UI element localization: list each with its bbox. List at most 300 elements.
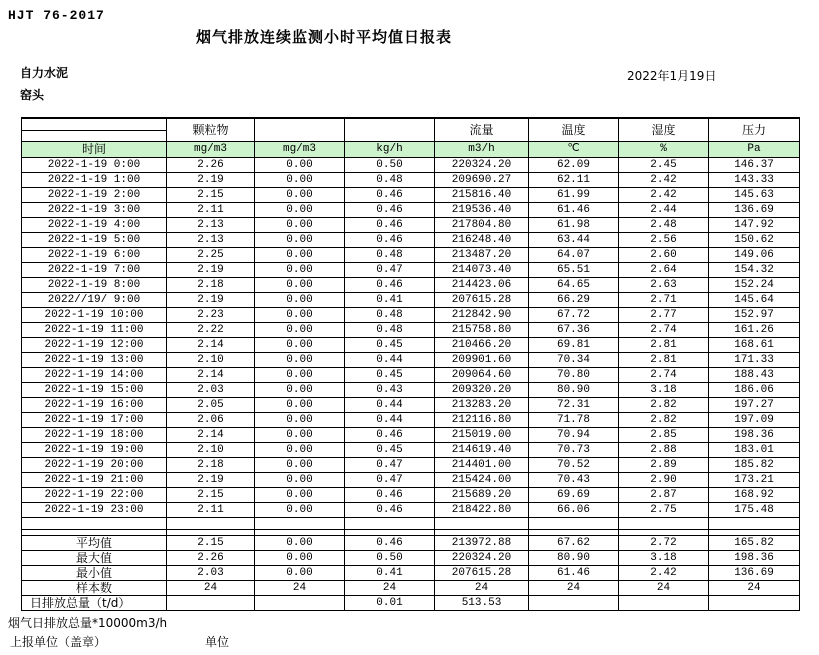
value-cell: 0.44 xyxy=(345,353,435,368)
value-cell: 2.82 xyxy=(619,398,709,413)
value-cell: 219536.40 xyxy=(435,203,529,218)
table-head xyxy=(22,118,800,158)
summary-value-cell: 513.53 xyxy=(435,596,529,611)
spacer-cell xyxy=(255,518,345,530)
value-cell: 0.47 xyxy=(345,473,435,488)
value-cell: 145.63 xyxy=(709,188,800,203)
value-cell: 0.46 xyxy=(345,503,435,518)
value-cell: 2.19 xyxy=(167,173,255,188)
value-cell: 150.62 xyxy=(709,233,800,248)
spacer-row xyxy=(22,518,800,530)
time-cell: 2022-1-19 16:00 xyxy=(22,398,167,413)
summary-label: 最大值 xyxy=(22,551,167,566)
group-header-cell: 颗粒物 xyxy=(167,118,255,142)
summary-value-cell: 136.69 xyxy=(709,566,800,581)
table-row xyxy=(22,218,800,233)
summary-row xyxy=(22,581,800,596)
value-cell: 2.03 xyxy=(167,383,255,398)
standard-code: HJT 76-2017 xyxy=(8,8,105,23)
time-cell: 2022-1-19 4:00 xyxy=(22,218,167,233)
table-row xyxy=(22,428,800,443)
value-cell: 2.19 xyxy=(167,293,255,308)
value-cell: 198.36 xyxy=(709,428,800,443)
value-cell: 0.48 xyxy=(345,323,435,338)
time-column-header: 时间 xyxy=(22,142,167,158)
value-cell: 168.92 xyxy=(709,488,800,503)
value-cell: 2.60 xyxy=(619,248,709,263)
time-header-blank xyxy=(22,118,167,130)
value-cell: 2.74 xyxy=(619,323,709,338)
flow-total-note: 烟气日排放总量*10000m3/h xyxy=(8,616,168,630)
value-cell: 2.81 xyxy=(619,353,709,368)
table-body xyxy=(22,158,800,518)
table-row xyxy=(22,293,800,308)
value-cell: 215019.00 xyxy=(435,428,529,443)
summary-value-cell: 67.62 xyxy=(529,536,619,551)
time-cell: 2022-1-19 5:00 xyxy=(22,233,167,248)
value-cell: 0.00 xyxy=(255,188,345,203)
value-cell: 0.45 xyxy=(345,368,435,383)
time-cell: 2022-1-19 10:00 xyxy=(22,308,167,323)
value-cell: 0.44 xyxy=(345,398,435,413)
value-cell: 61.46 xyxy=(529,203,619,218)
value-cell: 149.06 xyxy=(709,248,800,263)
value-cell: 2.42 xyxy=(619,173,709,188)
spacer-cell xyxy=(619,518,709,530)
value-cell: 168.61 xyxy=(709,338,800,353)
summary-value-cell: 61.46 xyxy=(529,566,619,581)
value-cell: 2.82 xyxy=(619,413,709,428)
value-cell: 217804.80 xyxy=(435,218,529,233)
monitoring-table xyxy=(21,117,800,611)
value-cell: 2.71 xyxy=(619,293,709,308)
value-cell: 70.43 xyxy=(529,473,619,488)
value-cell: 0.00 xyxy=(255,443,345,458)
summary-value-cell: 3.18 xyxy=(619,551,709,566)
time-cell: 2022-1-19 1:00 xyxy=(22,173,167,188)
value-cell: 2.56 xyxy=(619,233,709,248)
summary-value-cell: 2.15 xyxy=(167,536,255,551)
table-row xyxy=(22,203,800,218)
time-cell: 2022-1-19 7:00 xyxy=(22,263,167,278)
summary-value-cell: 24 xyxy=(345,581,435,596)
value-cell: 136.69 xyxy=(709,203,800,218)
summary-label: 平均值 xyxy=(22,536,167,551)
table-row xyxy=(22,263,800,278)
value-cell: 70.73 xyxy=(529,443,619,458)
table-row xyxy=(22,248,800,263)
value-cell: 2.25 xyxy=(167,248,255,263)
value-cell: 212842.90 xyxy=(435,308,529,323)
unit-header-cell: m3/h xyxy=(435,142,529,158)
value-cell: 218422.80 xyxy=(435,503,529,518)
unit-header-cell: mg/m3 xyxy=(255,142,345,158)
value-cell: 67.36 xyxy=(529,323,619,338)
value-cell: 0.48 xyxy=(345,308,435,323)
table-summary xyxy=(22,518,800,611)
value-cell: 213283.20 xyxy=(435,398,529,413)
summary-value-cell xyxy=(255,596,345,611)
time-cell: 2022-1-19 19:00 xyxy=(22,443,167,458)
table-row xyxy=(22,488,800,503)
value-cell: 2.44 xyxy=(619,203,709,218)
time-cell: 2022-1-19 17:00 xyxy=(22,413,167,428)
value-cell: 70.80 xyxy=(529,368,619,383)
value-cell: 62.09 xyxy=(529,158,619,173)
value-cell: 2.22 xyxy=(167,323,255,338)
value-cell: 209320.20 xyxy=(435,383,529,398)
time-cell: 2022-1-19 21:00 xyxy=(22,473,167,488)
summary-value-cell: 2.03 xyxy=(167,566,255,581)
value-cell: 64.07 xyxy=(529,248,619,263)
time-cell: 2022-1-19 14:00 xyxy=(22,368,167,383)
value-cell: 183.01 xyxy=(709,443,800,458)
unit-header-cell: ℃ xyxy=(529,142,619,158)
unit-header-cell: kg/h xyxy=(345,142,435,158)
value-cell: 2.14 xyxy=(167,428,255,443)
time-cell: 2022-1-19 8:00 xyxy=(22,278,167,293)
table-row xyxy=(22,323,800,338)
value-cell: 0.46 xyxy=(345,233,435,248)
value-cell: 214619.40 xyxy=(435,443,529,458)
value-cell: 0.46 xyxy=(345,488,435,503)
value-cell: 0.50 xyxy=(345,158,435,173)
table-row xyxy=(22,458,800,473)
value-cell: 209690.27 xyxy=(435,173,529,188)
value-cell: 62.11 xyxy=(529,173,619,188)
value-cell: 0.46 xyxy=(345,218,435,233)
summary-value-cell xyxy=(709,596,800,611)
value-cell: 70.94 xyxy=(529,428,619,443)
summary-value-cell xyxy=(167,596,255,611)
value-cell: 2.42 xyxy=(619,188,709,203)
value-cell: 2.13 xyxy=(167,233,255,248)
summary-label: 日排放总量（t/d） xyxy=(22,596,167,611)
table-row xyxy=(22,383,800,398)
value-cell: 0.00 xyxy=(255,323,345,338)
summary-value-cell: 24 xyxy=(529,581,619,596)
value-cell: 2.10 xyxy=(167,443,255,458)
value-cell: 2.90 xyxy=(619,473,709,488)
value-cell: 69.81 xyxy=(529,338,619,353)
value-cell: 0.48 xyxy=(345,173,435,188)
value-cell: 212116.80 xyxy=(435,413,529,428)
value-cell: 61.99 xyxy=(529,188,619,203)
value-cell: 2.64 xyxy=(619,263,709,278)
value-cell: 70.34 xyxy=(529,353,619,368)
value-cell: 0.43 xyxy=(345,383,435,398)
table-row xyxy=(22,308,800,323)
group-header-cell: 温度 xyxy=(529,118,619,142)
value-cell: 215689.20 xyxy=(435,488,529,503)
value-cell: 2.15 xyxy=(167,488,255,503)
summary-value-cell: 0.41 xyxy=(345,566,435,581)
spacer-cell xyxy=(529,518,619,530)
value-cell: 207615.28 xyxy=(435,293,529,308)
time-cell: 2022-1-19 22:00 xyxy=(22,488,167,503)
value-cell: 214073.40 xyxy=(435,263,529,278)
spacer-cell xyxy=(345,518,435,530)
time-cell: 2022-1-19 12:00 xyxy=(22,338,167,353)
table-row xyxy=(22,503,800,518)
value-cell: 2.26 xyxy=(167,158,255,173)
value-cell: 0.00 xyxy=(255,368,345,383)
table-row xyxy=(22,368,800,383)
time-cell: 2022-1-19 18:00 xyxy=(22,428,167,443)
group-header-cell: 流量 xyxy=(435,118,529,142)
value-cell: 71.78 xyxy=(529,413,619,428)
value-cell: 65.51 xyxy=(529,263,619,278)
value-cell: 197.27 xyxy=(709,398,800,413)
value-cell: 0.00 xyxy=(255,248,345,263)
value-cell: 0.00 xyxy=(255,278,345,293)
value-cell: 0.00 xyxy=(255,203,345,218)
value-cell: 209064.60 xyxy=(435,368,529,383)
unit-header-cell: mg/m3 xyxy=(167,142,255,158)
value-cell: 66.29 xyxy=(529,293,619,308)
value-cell: 152.24 xyxy=(709,278,800,293)
summary-value-cell: 24 xyxy=(255,581,345,596)
value-cell: 2.89 xyxy=(619,458,709,473)
summary-value-cell: 24 xyxy=(709,581,800,596)
summary-value-cell: 2.26 xyxy=(167,551,255,566)
value-cell: 2.81 xyxy=(619,338,709,353)
table-row xyxy=(22,278,800,293)
unit-header-cell: % xyxy=(619,142,709,158)
company-name: 自力水泥 xyxy=(20,66,69,80)
summary-value-cell: 24 xyxy=(619,581,709,596)
value-cell: 2.11 xyxy=(167,503,255,518)
value-cell: 2.88 xyxy=(619,443,709,458)
summary-row xyxy=(22,536,800,551)
value-cell: 0.45 xyxy=(345,443,435,458)
value-cell: 0.00 xyxy=(255,458,345,473)
value-cell: 161.26 xyxy=(709,323,800,338)
value-cell: 0.44 xyxy=(345,413,435,428)
value-cell: 2.87 xyxy=(619,488,709,503)
summary-row xyxy=(22,596,800,611)
value-cell: 2.63 xyxy=(619,278,709,293)
group-header-cell xyxy=(255,118,345,142)
time-cell: 2022-1-19 0:00 xyxy=(22,158,167,173)
value-cell: 61.98 xyxy=(529,218,619,233)
value-cell: 197.09 xyxy=(709,413,800,428)
table-row xyxy=(22,353,800,368)
value-cell: 185.82 xyxy=(709,458,800,473)
value-cell: 63.44 xyxy=(529,233,619,248)
group-header-cell xyxy=(345,118,435,142)
spacer-cell xyxy=(435,518,529,530)
time-cell: 2022-1-19 11:00 xyxy=(22,323,167,338)
value-cell: 0.47 xyxy=(345,263,435,278)
value-cell: 146.37 xyxy=(709,158,800,173)
value-cell: 0.00 xyxy=(255,173,345,188)
summary-value-cell: 2.72 xyxy=(619,536,709,551)
value-cell: 0.46 xyxy=(345,188,435,203)
summary-label: 样本数 xyxy=(22,581,167,596)
time-cell: 2022-1-19 3:00 xyxy=(22,203,167,218)
value-cell: 214401.00 xyxy=(435,458,529,473)
unit-header-row xyxy=(22,142,800,158)
table-row xyxy=(22,188,800,203)
value-cell: 2.18 xyxy=(167,278,255,293)
report-date: 2022年1月19日 xyxy=(627,69,717,83)
value-cell: 154.32 xyxy=(709,263,800,278)
summary-value-cell: 213972.88 xyxy=(435,536,529,551)
table-row xyxy=(22,338,800,353)
unit-header-cell: Pa xyxy=(709,142,800,158)
value-cell: 2.45 xyxy=(619,158,709,173)
value-cell: 188.43 xyxy=(709,368,800,383)
value-cell: 0.00 xyxy=(255,218,345,233)
table-row xyxy=(22,233,800,248)
time-cell: 2022-1-19 2:00 xyxy=(22,188,167,203)
value-cell: 0.41 xyxy=(345,293,435,308)
value-cell: 0.46 xyxy=(345,428,435,443)
spacer-cell xyxy=(709,518,800,530)
value-cell: 0.45 xyxy=(345,338,435,353)
time-cell: 2022-1-19 20:00 xyxy=(22,458,167,473)
time-cell: 2022-1-19 13:00 xyxy=(22,353,167,368)
time-cell: 2022-1-19 15:00 xyxy=(22,383,167,398)
value-cell: 0.48 xyxy=(345,248,435,263)
value-cell: 216248.40 xyxy=(435,233,529,248)
value-cell: 2.14 xyxy=(167,368,255,383)
summary-value-cell: 0.00 xyxy=(255,566,345,581)
value-cell: 2.19 xyxy=(167,263,255,278)
time-cell: 2022-1-19 6:00 xyxy=(22,248,167,263)
station-name: 窑头 xyxy=(20,88,45,102)
value-cell: 0.00 xyxy=(255,158,345,173)
value-cell: 0.46 xyxy=(345,203,435,218)
table-row xyxy=(22,398,800,413)
value-cell: 215758.80 xyxy=(435,323,529,338)
spacer-cell xyxy=(167,518,255,530)
value-cell: 0.00 xyxy=(255,263,345,278)
value-cell: 66.06 xyxy=(529,503,619,518)
group-header-cell: 湿度 xyxy=(619,118,709,142)
summary-row xyxy=(22,551,800,566)
summary-value-cell: 0.50 xyxy=(345,551,435,566)
value-cell: 209901.60 xyxy=(435,353,529,368)
group-header-cell: 压力 xyxy=(709,118,800,142)
summary-value-cell: 198.36 xyxy=(709,551,800,566)
group-header-row xyxy=(22,118,800,130)
value-cell: 2.74 xyxy=(619,368,709,383)
value-cell: 2.15 xyxy=(167,188,255,203)
value-cell: 152.97 xyxy=(709,308,800,323)
value-cell: 0.00 xyxy=(255,308,345,323)
table-row xyxy=(22,473,800,488)
value-cell: 0.00 xyxy=(255,338,345,353)
value-cell: 2.13 xyxy=(167,218,255,233)
summary-value-cell: 2.42 xyxy=(619,566,709,581)
value-cell: 214423.06 xyxy=(435,278,529,293)
value-cell: 69.69 xyxy=(529,488,619,503)
table-row xyxy=(22,413,800,428)
value-cell: 70.52 xyxy=(529,458,619,473)
summary-value-cell: 0.01 xyxy=(345,596,435,611)
value-cell: 67.72 xyxy=(529,308,619,323)
summary-label: 最小值 xyxy=(22,566,167,581)
value-cell: 2.19 xyxy=(167,473,255,488)
page-title: 烟气排放连续监测小时平均值日报表 xyxy=(196,28,453,46)
value-cell: 220324.20 xyxy=(435,158,529,173)
summary-value-cell xyxy=(529,596,619,611)
value-cell: 213487.20 xyxy=(435,248,529,263)
summary-value-cell: 0.00 xyxy=(255,536,345,551)
value-cell: 72.31 xyxy=(529,398,619,413)
value-cell: 0.00 xyxy=(255,233,345,248)
value-cell: 145.64 xyxy=(709,293,800,308)
value-cell: 2.23 xyxy=(167,308,255,323)
value-cell: 2.06 xyxy=(167,413,255,428)
table-row xyxy=(22,173,800,188)
value-cell: 0.00 xyxy=(255,398,345,413)
time-cell: 2022//19/ 9:00 xyxy=(22,293,167,308)
unit-label: 单位 xyxy=(205,635,230,649)
value-cell: 2.75 xyxy=(619,503,709,518)
value-cell: 64.65 xyxy=(529,278,619,293)
value-cell: 147.92 xyxy=(709,218,800,233)
value-cell: 0.47 xyxy=(345,458,435,473)
value-cell: 171.33 xyxy=(709,353,800,368)
value-cell: 2.48 xyxy=(619,218,709,233)
value-cell: 143.33 xyxy=(709,173,800,188)
value-cell: 0.00 xyxy=(255,353,345,368)
value-cell: 0.00 xyxy=(255,503,345,518)
time-cell: 2022-1-19 23:00 xyxy=(22,503,167,518)
value-cell: 215424.00 xyxy=(435,473,529,488)
value-cell: 2.85 xyxy=(619,428,709,443)
spacer-cell xyxy=(22,518,167,530)
table-row xyxy=(22,443,800,458)
value-cell: 2.05 xyxy=(167,398,255,413)
summary-value-cell: 80.90 xyxy=(529,551,619,566)
summary-value-cell xyxy=(619,596,709,611)
time-header-blank xyxy=(22,130,167,142)
value-cell: 210466.20 xyxy=(435,338,529,353)
table-row xyxy=(22,158,800,173)
value-cell: 186.06 xyxy=(709,383,800,398)
value-cell: 0.00 xyxy=(255,293,345,308)
value-cell: 0.00 xyxy=(255,383,345,398)
value-cell: 80.90 xyxy=(529,383,619,398)
value-cell: 2.18 xyxy=(167,458,255,473)
value-cell: 0.00 xyxy=(255,428,345,443)
summary-value-cell: 0.00 xyxy=(255,551,345,566)
value-cell: 0.00 xyxy=(255,488,345,503)
value-cell: 173.21 xyxy=(709,473,800,488)
value-cell: 0.00 xyxy=(255,413,345,428)
value-cell: 215816.40 xyxy=(435,188,529,203)
summary-value-cell: 207615.28 xyxy=(435,566,529,581)
value-cell: 3.18 xyxy=(619,383,709,398)
summary-value-cell: 24 xyxy=(435,581,529,596)
summary-value-cell: 24 xyxy=(167,581,255,596)
value-cell: 2.10 xyxy=(167,353,255,368)
report-unit-label: 上报单位（盖章） xyxy=(10,635,107,649)
value-cell: 2.11 xyxy=(167,203,255,218)
summary-row xyxy=(22,566,800,581)
summary-value-cell: 165.82 xyxy=(709,536,800,551)
summary-value-cell: 0.46 xyxy=(345,536,435,551)
value-cell: 0.00 xyxy=(255,473,345,488)
value-cell: 2.77 xyxy=(619,308,709,323)
summary-value-cell: 220324.20 xyxy=(435,551,529,566)
value-cell: 2.14 xyxy=(167,338,255,353)
value-cell: 0.46 xyxy=(345,278,435,293)
